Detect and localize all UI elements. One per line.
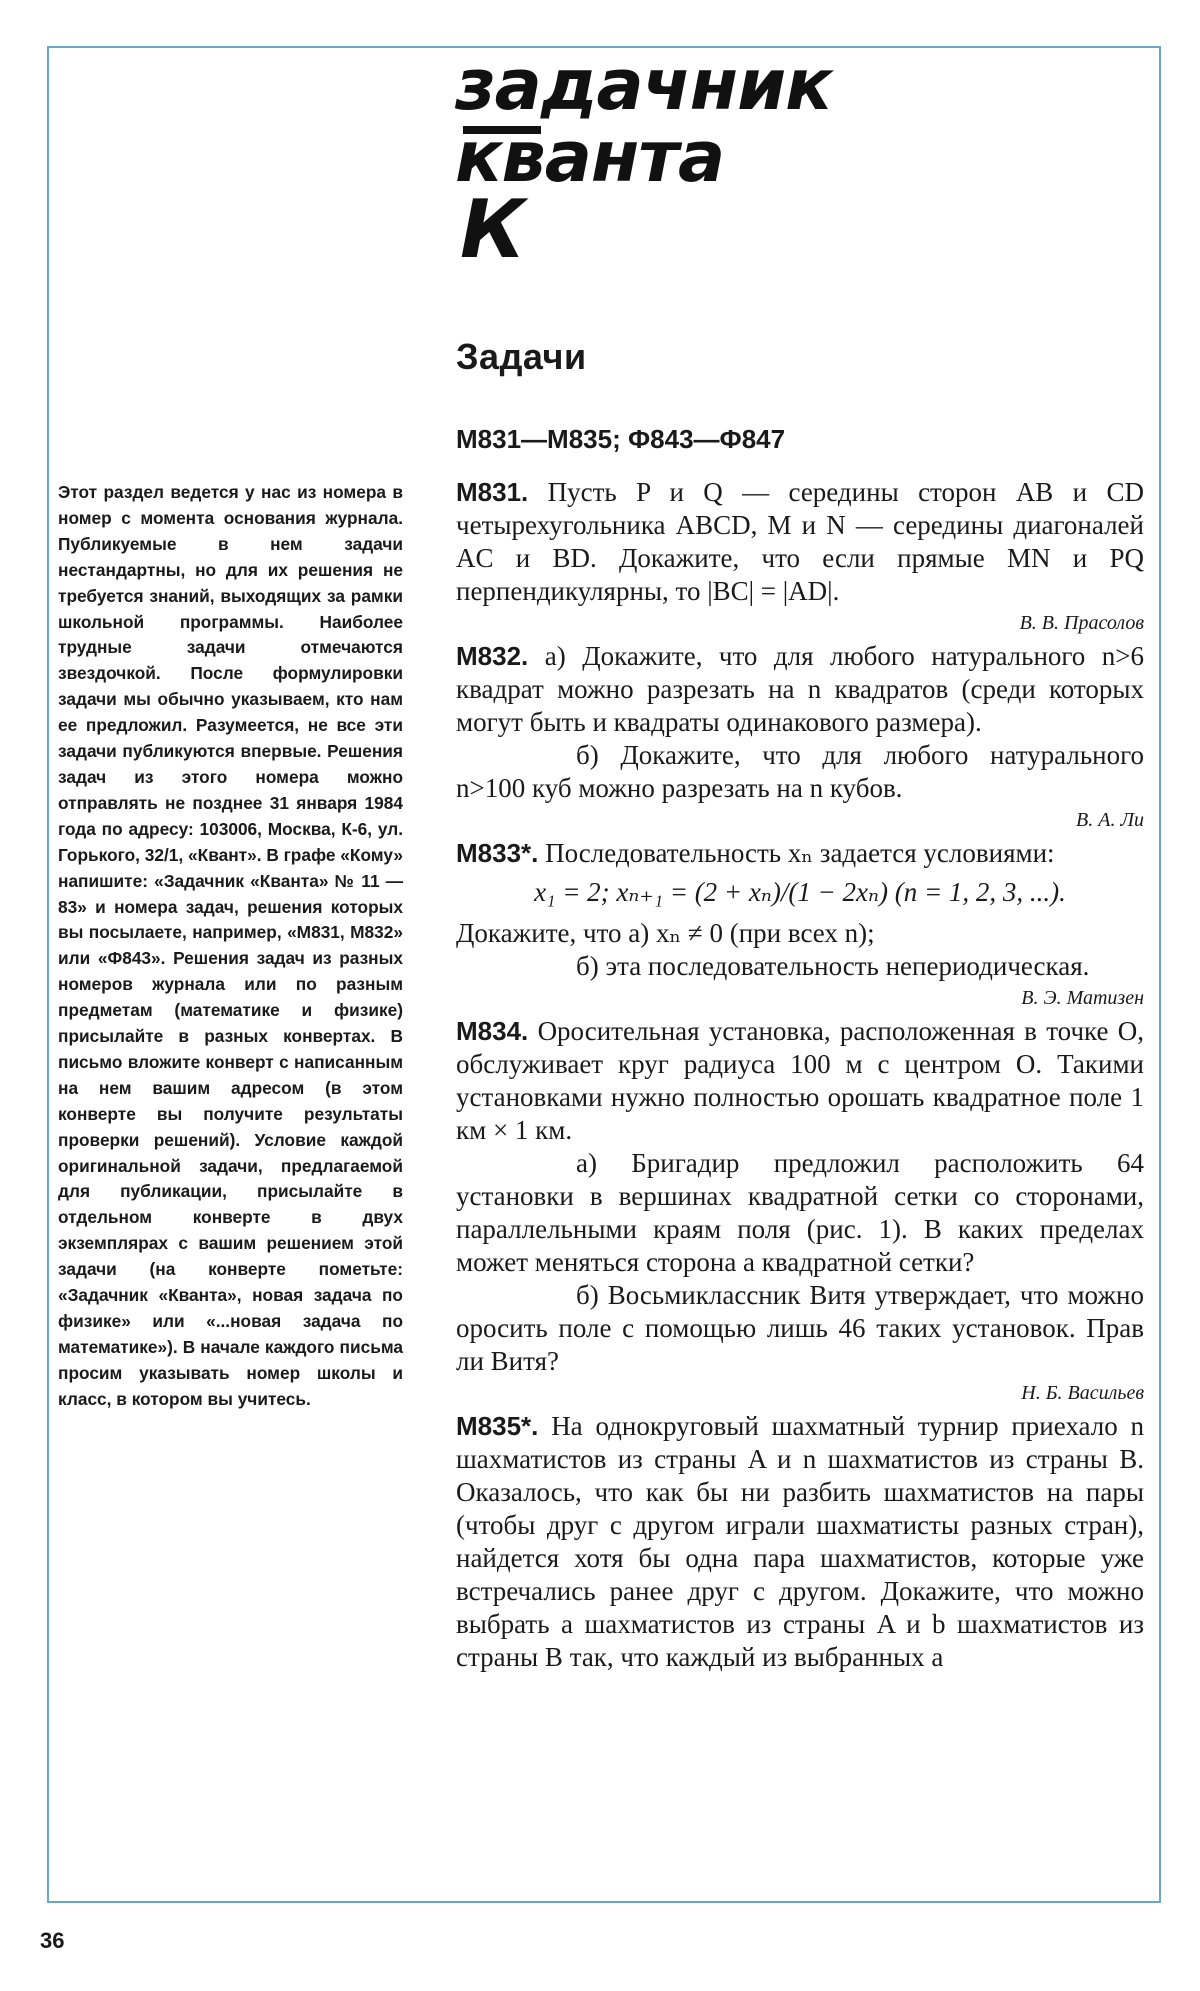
problem-text: Пусть P и Q — середины сторон AB и CD четырехугольника ABCD, M и N — середины диагоналей AC и BD. Докажите, что если прямые MN и PQ перпендикулярны, то |BC| = |AD|. xyxy=(456,477,1145,606)
sidebar-instructions: Этот раздел ведется у нас из номера в номер с момента основания журнала. Публикуемые в нем задачи нестандартны, но для их решения не требуется знаний, выходящих за рамки школьной программы. Наиболее трудные задачи отмечаются звездочкой. После формулировки задачи мы обычно указываем, кто нам ее предложил. Разумеется, не все эти задачи публикуются впервые. Решения задач из этого номера можно отправлять не позднее 31 января 1984 года по адресу: 103006, Москва, К-6, ул. Горького, 32/1, «Квант». В графе «Кому» напишите: «Задачник «Кванта» № 11 — 83» и номера задач, решения которых вы посылаете, например, «М831, М832» или «Ф843». Решения задач из разных номеров журнала или по разным предметам (математике и физике) присылайте в разных конвертах. В письмо вложите конверт с написанным на нем вашим адресом (в этом конверте вы получите результаты проверки решений). Условие каждой оригинальной задачи, предлагаемой для публикации, присылайте в отдельном конверте в двух экземплярах с вашим решением этой задачи (на конверте пометьте: «Задачник «Кванта», новая задача по физике» или «...новая задача по математике»). В начале каждого письма просим указывать номер школы и класс, в котором вы учитесь. xyxy=(58,482,403,1409)
problem-m832 xyxy=(456,640,1144,833)
problem-m831 xyxy=(456,476,1144,636)
problem-text: Последовательность xₙ задается условиями: xyxy=(545,838,1055,868)
logo-mark: К xyxy=(460,183,526,276)
problem-id: М833*. xyxy=(456,838,539,868)
problem-text: На однокруговый шахматный турнир приехало n шахматистов из страны A и n шахматистов из страны B. Оказалось, что как бы ни разбить шахматистов на пары (чтобы друг с другом играли шахматисты разных стран), найдется хотя бы одна пара шахматистов, которые уже встречались ранее друг с другом. Докажите, что можно выбрать a шахматистов из страны A и b шахматистов из страны B так, что каждый из выбранных a xyxy=(456,1411,1145,1672)
problem-id: М831. xyxy=(456,477,529,507)
logo-line-2: кванта xyxy=(455,116,725,198)
logo-line-1: задачник xyxy=(455,44,832,126)
problem-part-b: б) Докажите, что для любого натурального n>100 куб можно разрезать на n кубов. xyxy=(456,740,1144,803)
page-number: 36 xyxy=(40,1928,65,1953)
problem-m833 xyxy=(456,837,1144,1011)
problem-id: М835*. xyxy=(456,1411,539,1441)
problem-author: В. В. Прасолов xyxy=(1019,612,1144,634)
problem-range: М831—М835; Ф843—Ф847 xyxy=(456,424,786,454)
problem-formula: x₁ = 2; xₙ₊₁ = (2 + xₙ)/(1 − 2xₙ) (n = 1, 2, 3, ...). xyxy=(534,877,1066,907)
problem-part-a: а) Бригадир предложил расположить 64 установки в вершинах квадратной сетки со сторонами, параллельными краям поля (рис. 1). В каких пределах может меняться сторона a квадратной сетки? xyxy=(456,1148,1144,1277)
problems-column xyxy=(456,476,1144,1674)
problem-author: В. Э. Матизен xyxy=(1021,987,1144,1009)
problem-author: В. А. Ли xyxy=(1076,809,1144,831)
problem-m834 xyxy=(456,1015,1144,1406)
problem-text: Оросительная установка, расположенная в точке O, обслуживает круг радиуса 100 м с центром O. Такими установками нужно полностью орошать квадратное поле 1 км × 1 км. xyxy=(456,1016,1144,1145)
problem-part-a: а) Докажите, что для любого натурального n>6 квадрат можно разрезать на n квадратов (среди которых могут быть и квадраты одинакового размера). xyxy=(456,641,1144,737)
problem-id: М832. xyxy=(456,641,529,671)
section-title: Задачи xyxy=(456,336,587,377)
problem-id: М834. xyxy=(456,1016,529,1046)
problem-part-b: б) эта последовательность непериодическая. xyxy=(576,951,1090,981)
journal-logo xyxy=(455,44,855,276)
problem-author: Н. Б. Васильев xyxy=(1021,1382,1144,1404)
problem-part-b: б) Восьмиклассник Витя утверждает, что можно оросить поле с помощью лишь 46 таких установок. Прав ли Витя? xyxy=(456,1280,1144,1376)
problem-part-a: Докажите, что а) xₙ ≠ 0 (при всех n); xyxy=(456,918,875,948)
problem-m835 xyxy=(456,1410,1144,1674)
